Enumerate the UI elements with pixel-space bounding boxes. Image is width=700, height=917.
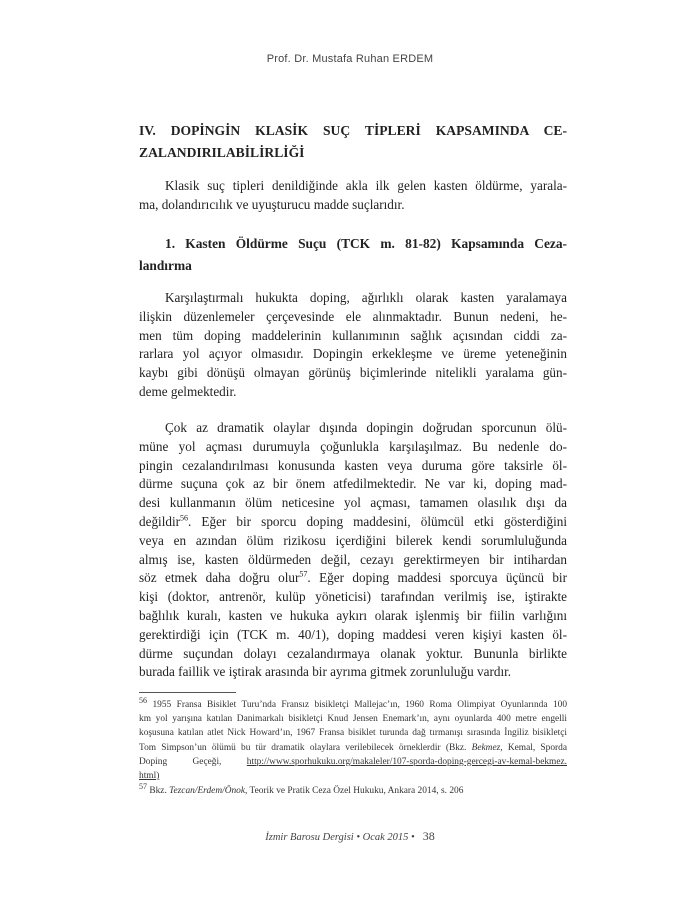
text-segment: 1955 Fransa Bisiklet Turu’nda Fransız bisikletçi Mallejac’ın, 1960 Roma Olimpiyat Oyunlarında 100 bbox=[152, 700, 568, 710]
text-segment: Bkz. bbox=[149, 786, 170, 796]
text-segment: Doping Geçeği, bbox=[139, 756, 247, 767]
chapter-title-line: IV. DOPİNGİN KLASİK SUÇ TİPLERİ KAPSAMINDA CE- bbox=[139, 123, 567, 138]
footnote-line bbox=[139, 695, 568, 712]
text-segment: değildir bbox=[139, 513, 181, 529]
text-line: veya en azından ölüm rizikosu içerdiğini bilerek kendi sorumluluğunda bbox=[139, 532, 567, 548]
text-line: burada faillik ve iştirak arasında bir ayrıma gitmek zorunluluğu vardır. bbox=[139, 664, 512, 680]
text-line: ma, dolandırıcılık ve uyuşturucu madde suçlarıdır. bbox=[139, 196, 405, 212]
text-line: Klasik suç tipleri denildiğinde akla ilk gelen kasten öldürme, yarala- bbox=[165, 178, 567, 193]
text-segment: Tom Simpson’un ölümü bu tür dramatik olaylara verilebilecek örneklerdir (Bkz. bbox=[139, 742, 472, 753]
footnote-author: Bekmez bbox=[471, 742, 501, 753]
text-line: kaybı gibi dönüşü olmayan görünüş biçimlerinde nitelikli yaralama gün- bbox=[139, 365, 567, 381]
text-line: pingin cezalandırılması konusunda kasten veya duruma göre taksirle öl- bbox=[139, 457, 567, 473]
running-head: Prof. Dr. Mustafa Ruhan ERDEM bbox=[266, 53, 434, 65]
footnote-author: Tezcan/Erdem/Önok bbox=[169, 786, 245, 796]
paragraph-1 bbox=[139, 289, 567, 402]
footnote-link[interactable]: http://www.sporhukuku.org/makaleler/107-sporda-doping-gercegi-av-kemal-bekmez. bbox=[246, 756, 567, 767]
text-line bbox=[139, 513, 567, 532]
text-segment: . Eğer doping maddesi sporcuya üçüncü bir bbox=[307, 570, 567, 586]
page-footer bbox=[0, 829, 700, 844]
journal-title: İzmir Barosu Dergisi • Ocak 2015 • bbox=[265, 832, 415, 843]
text-line: ilişkin düzenlemeler çerçevesinde ele alınmaktadır. Bunun nedeni, he- bbox=[139, 308, 567, 324]
footnote-ref-56[interactable]: 56 bbox=[180, 513, 189, 523]
section-title bbox=[139, 233, 567, 277]
footnote-56 bbox=[139, 695, 568, 783]
chapter-title-line: ZALANDIRILABİLİRLİĞİ bbox=[139, 145, 305, 160]
chapter-title bbox=[139, 120, 567, 164]
text-line: kişi (doktor, antrenör, kulüp yöneticisi) tarafından verilmiş ise, iştirakte bbox=[139, 589, 567, 605]
text-line: gerektirdiği için (TCK m. 40/1), doping maddesi veren kişiyi kasten öl- bbox=[139, 626, 567, 642]
text-line: men tüm doping maddelerinin kullanımının sağlık açısından ciddi za- bbox=[139, 327, 567, 343]
text-line: desi kullanmanın ölüm neticesine yol açması, tamamen olasılık dışı da bbox=[139, 495, 567, 511]
footnote-57 bbox=[139, 781, 567, 798]
section-title-line: landırma bbox=[139, 258, 192, 273]
text-line: Çok az dramatik olaylar dışında dopingin doğrudan sporcunun ölü- bbox=[165, 420, 567, 435]
page-number: 38 bbox=[422, 829, 435, 843]
footnote-line: km yol yarışına katılan Danimarkalı bisikletçi Knud Jensen Enemark’ın, aynı oyunlarda 400 metre engelli bbox=[139, 714, 567, 725]
section-title-line: 1. Kasten Öldürme Suçu (TCK m. 81-82) Kapsamında Ceza- bbox=[165, 236, 567, 251]
text-line: rarlara yol açıyor olmasıdır. Dopingin erkekleşme ve üreme yeteneğinin bbox=[139, 346, 567, 362]
footnote-separator bbox=[139, 692, 236, 693]
footnote-number: 57 bbox=[139, 781, 147, 791]
text-line: müne yol açması durumuyla çoğunlukla karşılaşılmaz. Bu nedenle do- bbox=[139, 438, 567, 454]
footnote-line bbox=[139, 769, 567, 783]
text-line: almış ise, kasten öldürmeden değil, cezayı gerektirmeyen bir intihardan bbox=[139, 551, 567, 567]
text-segment: söz etmek daha doğru olur bbox=[139, 570, 300, 586]
text-line bbox=[139, 569, 567, 588]
text-line: deme gelmektedir. bbox=[139, 383, 237, 399]
footnote-line bbox=[139, 741, 567, 755]
footnote-number: 56 bbox=[139, 695, 147, 705]
text-line: bağlılık kuralı, kasten ve hukuka aykırı olarak işlenmiş bir fiilin varlığını bbox=[139, 607, 567, 623]
text-line: dürme suçuna çok az bir önem atfedilmektedir. Ne var ki, doping mad- bbox=[139, 476, 567, 492]
paragraph-2 bbox=[139, 419, 567, 682]
text-segment: , Teorik ve Pratik Ceza Özel Hukuku, Ankara 2014, s. 206 bbox=[245, 786, 464, 796]
footnote-line bbox=[139, 781, 567, 798]
footnote-link[interactable]: html) bbox=[139, 770, 160, 781]
intro-paragraph bbox=[139, 177, 567, 215]
text-line: Karşılaştırmalı hukukta doping, ağırlıklı olarak kasten yaralamaya bbox=[165, 290, 567, 305]
text-segment: , Kemal, Sporda bbox=[500, 742, 567, 753]
footnote-ref-57[interactable]: 57 bbox=[299, 569, 308, 579]
text-segment: . Eğer bir sporcu doping maddesini, ölümcül etki gösterdiğini bbox=[188, 513, 567, 529]
footnote-line: koşusuna katılan atlet Nick Howard’ın, 1967 Fransa bisiklet turunda dağ tırmanışı sırasında İngiliz bisikletçi bbox=[139, 728, 567, 739]
text-line: dürme suçundan dolayı cezalandırmaya olanak yoktur. Bununla birlikte bbox=[139, 645, 567, 661]
footnote-line bbox=[139, 755, 567, 769]
